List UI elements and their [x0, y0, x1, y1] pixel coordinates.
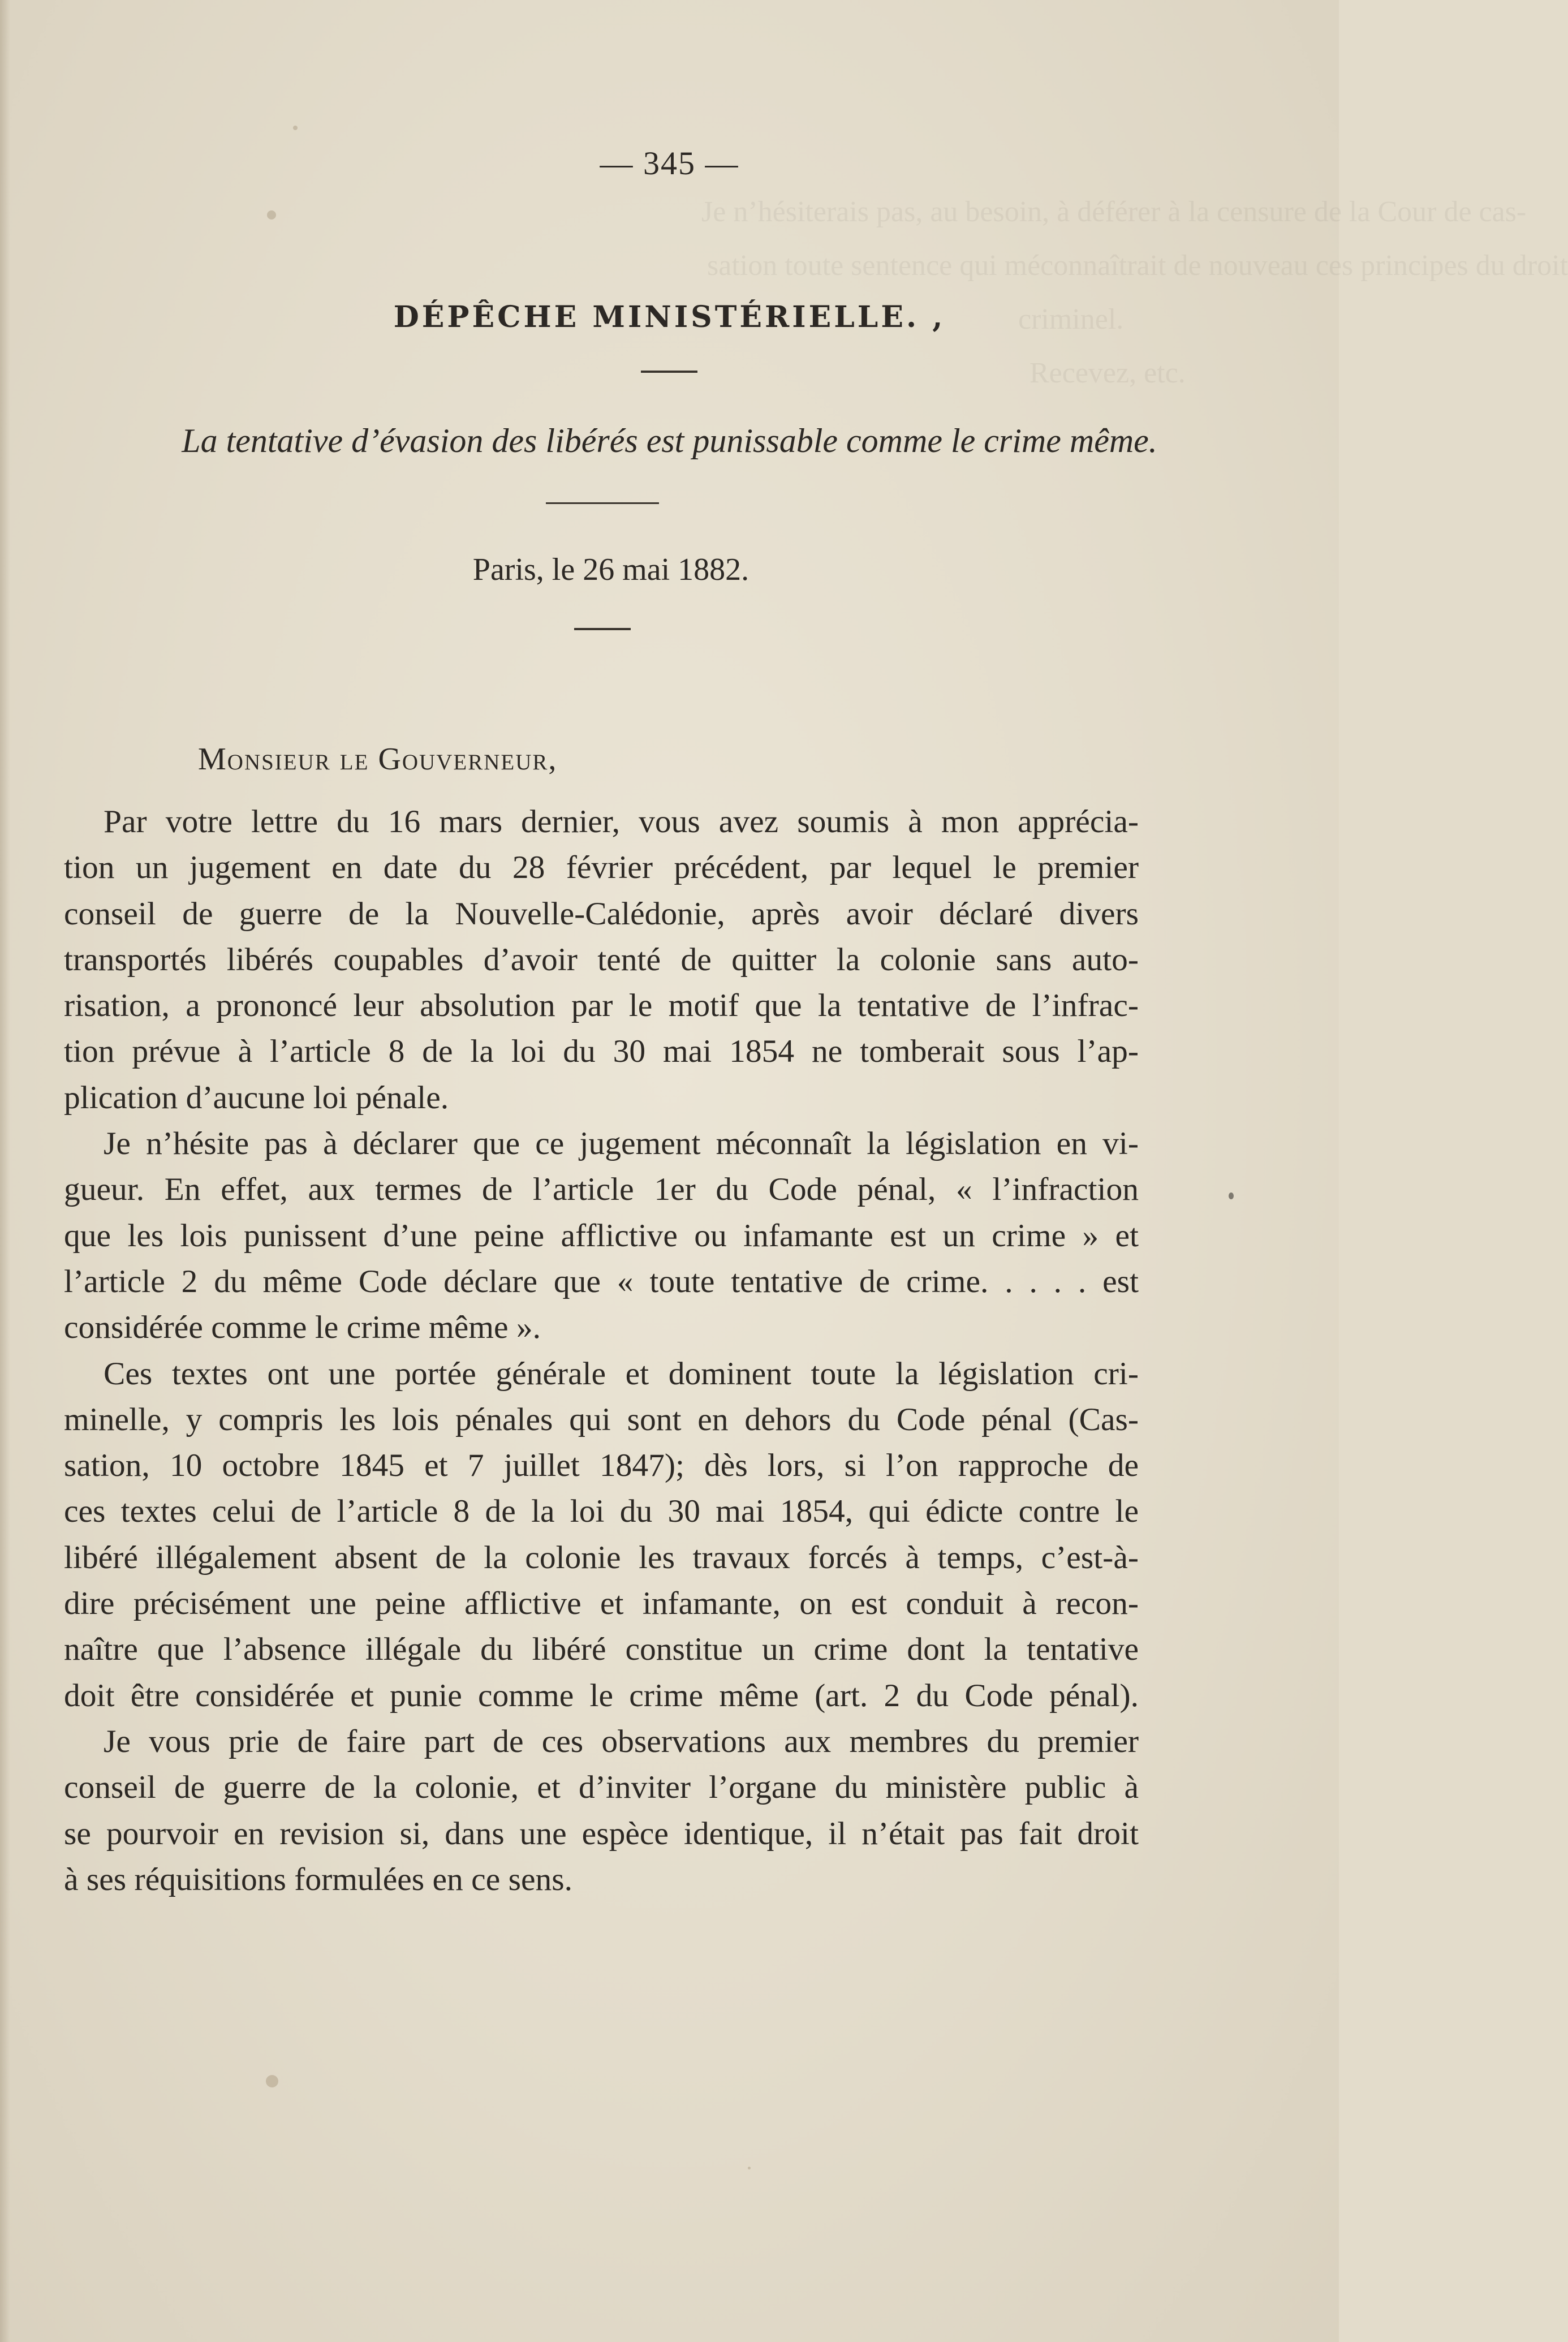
subtitle-rule: [546, 502, 659, 504]
paper-speck: [267, 210, 276, 219]
page-number: — 345 —: [600, 145, 739, 182]
paper-speck: [748, 2167, 751, 2169]
show-through-text: Recevez, etc.: [1029, 357, 1186, 389]
heading-rule: [641, 371, 697, 373]
document-heading: DÉPÊCHE MINISTÉRIELLE. ,: [393, 300, 946, 334]
text-line: transportés libérés coupables d’avoir tenté de quitter la colonie sans auto-: [64, 941, 1139, 978]
paper-speck: [266, 2075, 278, 2087]
text-line: que les lois punissent d’une peine afflictive ou infamante est un crime » et: [64, 1217, 1139, 1254]
page-edge-shadow: [0, 0, 10, 2342]
text-line: risation, a prononcé leur absolution par le motif que la tentative de l’infrac-: [64, 988, 1139, 1024]
paper-speck: [1229, 1192, 1234, 1199]
dateline-rule: [574, 628, 631, 630]
text-line: plication d’aucune loi pénale.: [64, 1079, 449, 1116]
show-through-text: sation toute sentence qui méconnaîtrait de nouveau ces principes du droit: [707, 249, 1568, 282]
salutation: Monsieur le Gouverneur,: [198, 742, 558, 777]
text-line: dire précisément une peine afflictive et infamante, on est conduit à recon-: [64, 1586, 1139, 1622]
text-line: conseil de guerre de la colonie, et d’inviter l’organe du ministère public à: [64, 1770, 1139, 1806]
text-line: considérée comme le crime même ».: [64, 1310, 541, 1346]
show-through-text: Je n’hésiterais pas, au besoin, à déférer à la censure de la Cour de cas-: [701, 196, 1527, 228]
letter-body: [64, 799, 1139, 1902]
text-line: Par votre lettre du 16 mars dernier, vous avez soumis à mon apprécia-: [104, 804, 1139, 839]
text-line: à ses réquisitions formulées en ce sens.: [64, 1861, 572, 1897]
text-line: Ces textes ont une portée générale et dominent toute la législation cri-: [104, 1355, 1139, 1392]
text-line: conseil de guerre de la Nouvelle-Calédonie, après avoir déclaré divers: [64, 896, 1139, 932]
text-line: tion prévue à l’article 8 de la loi du 30 mai 1854 ne tomberait sous l’ap-: [64, 1034, 1139, 1070]
text-line: naître que l’absence illégale du libéré constitue un crime dont la tentative: [64, 1631, 1139, 1668]
text-line: se pourvoir en revision si, dans une espèce identique, il n’était pas fait droit: [64, 1815, 1139, 1852]
text-line: Je n’hésite pas à déclarer que ce jugement méconnaît la législation en vi-: [104, 1126, 1139, 1162]
text-line: l’article 2 du même Code déclare que « toute tentative de crime. . . . . est: [64, 1263, 1139, 1299]
text-line: sation, 10 octobre 1845 et 7 juillet 1847); dès lors, si l’on rapproche de: [64, 1448, 1139, 1484]
text-line: doit être considérée et punie comme le crime même (art. 2 du Code pénal).: [64, 1677, 1139, 1714]
text-line: ces textes celui de l’article 8 de la loi du 30 mai 1854, qui édicte contre le: [64, 1493, 1139, 1530]
dateline: Paris, le 26 mai 1882.: [472, 552, 749, 587]
paper-speck: [293, 126, 298, 130]
text-line: libéré illégalement absent de la colonie les travaux forcés à temps, c’est-à-: [64, 1539, 1139, 1575]
show-through-text: criminel.: [1018, 303, 1124, 335]
text-line: minelle, y compris les lois pénales qui sont en dehors du Code pénal (Cas-: [64, 1401, 1139, 1437]
document-subtitle: La tentative d’évasion des libérés est punissable comme le crime même.: [182, 422, 1157, 459]
text-line: tion un jugement en date du 28 février précédent, par lequel le premier: [64, 850, 1139, 886]
text-line: Je vous prie de faire part de ces observations aux membres du premier: [104, 1723, 1139, 1759]
text-line: gueur. En effet, aux termes de l’article 1er du Code pénal, « l’infraction: [64, 1172, 1139, 1208]
